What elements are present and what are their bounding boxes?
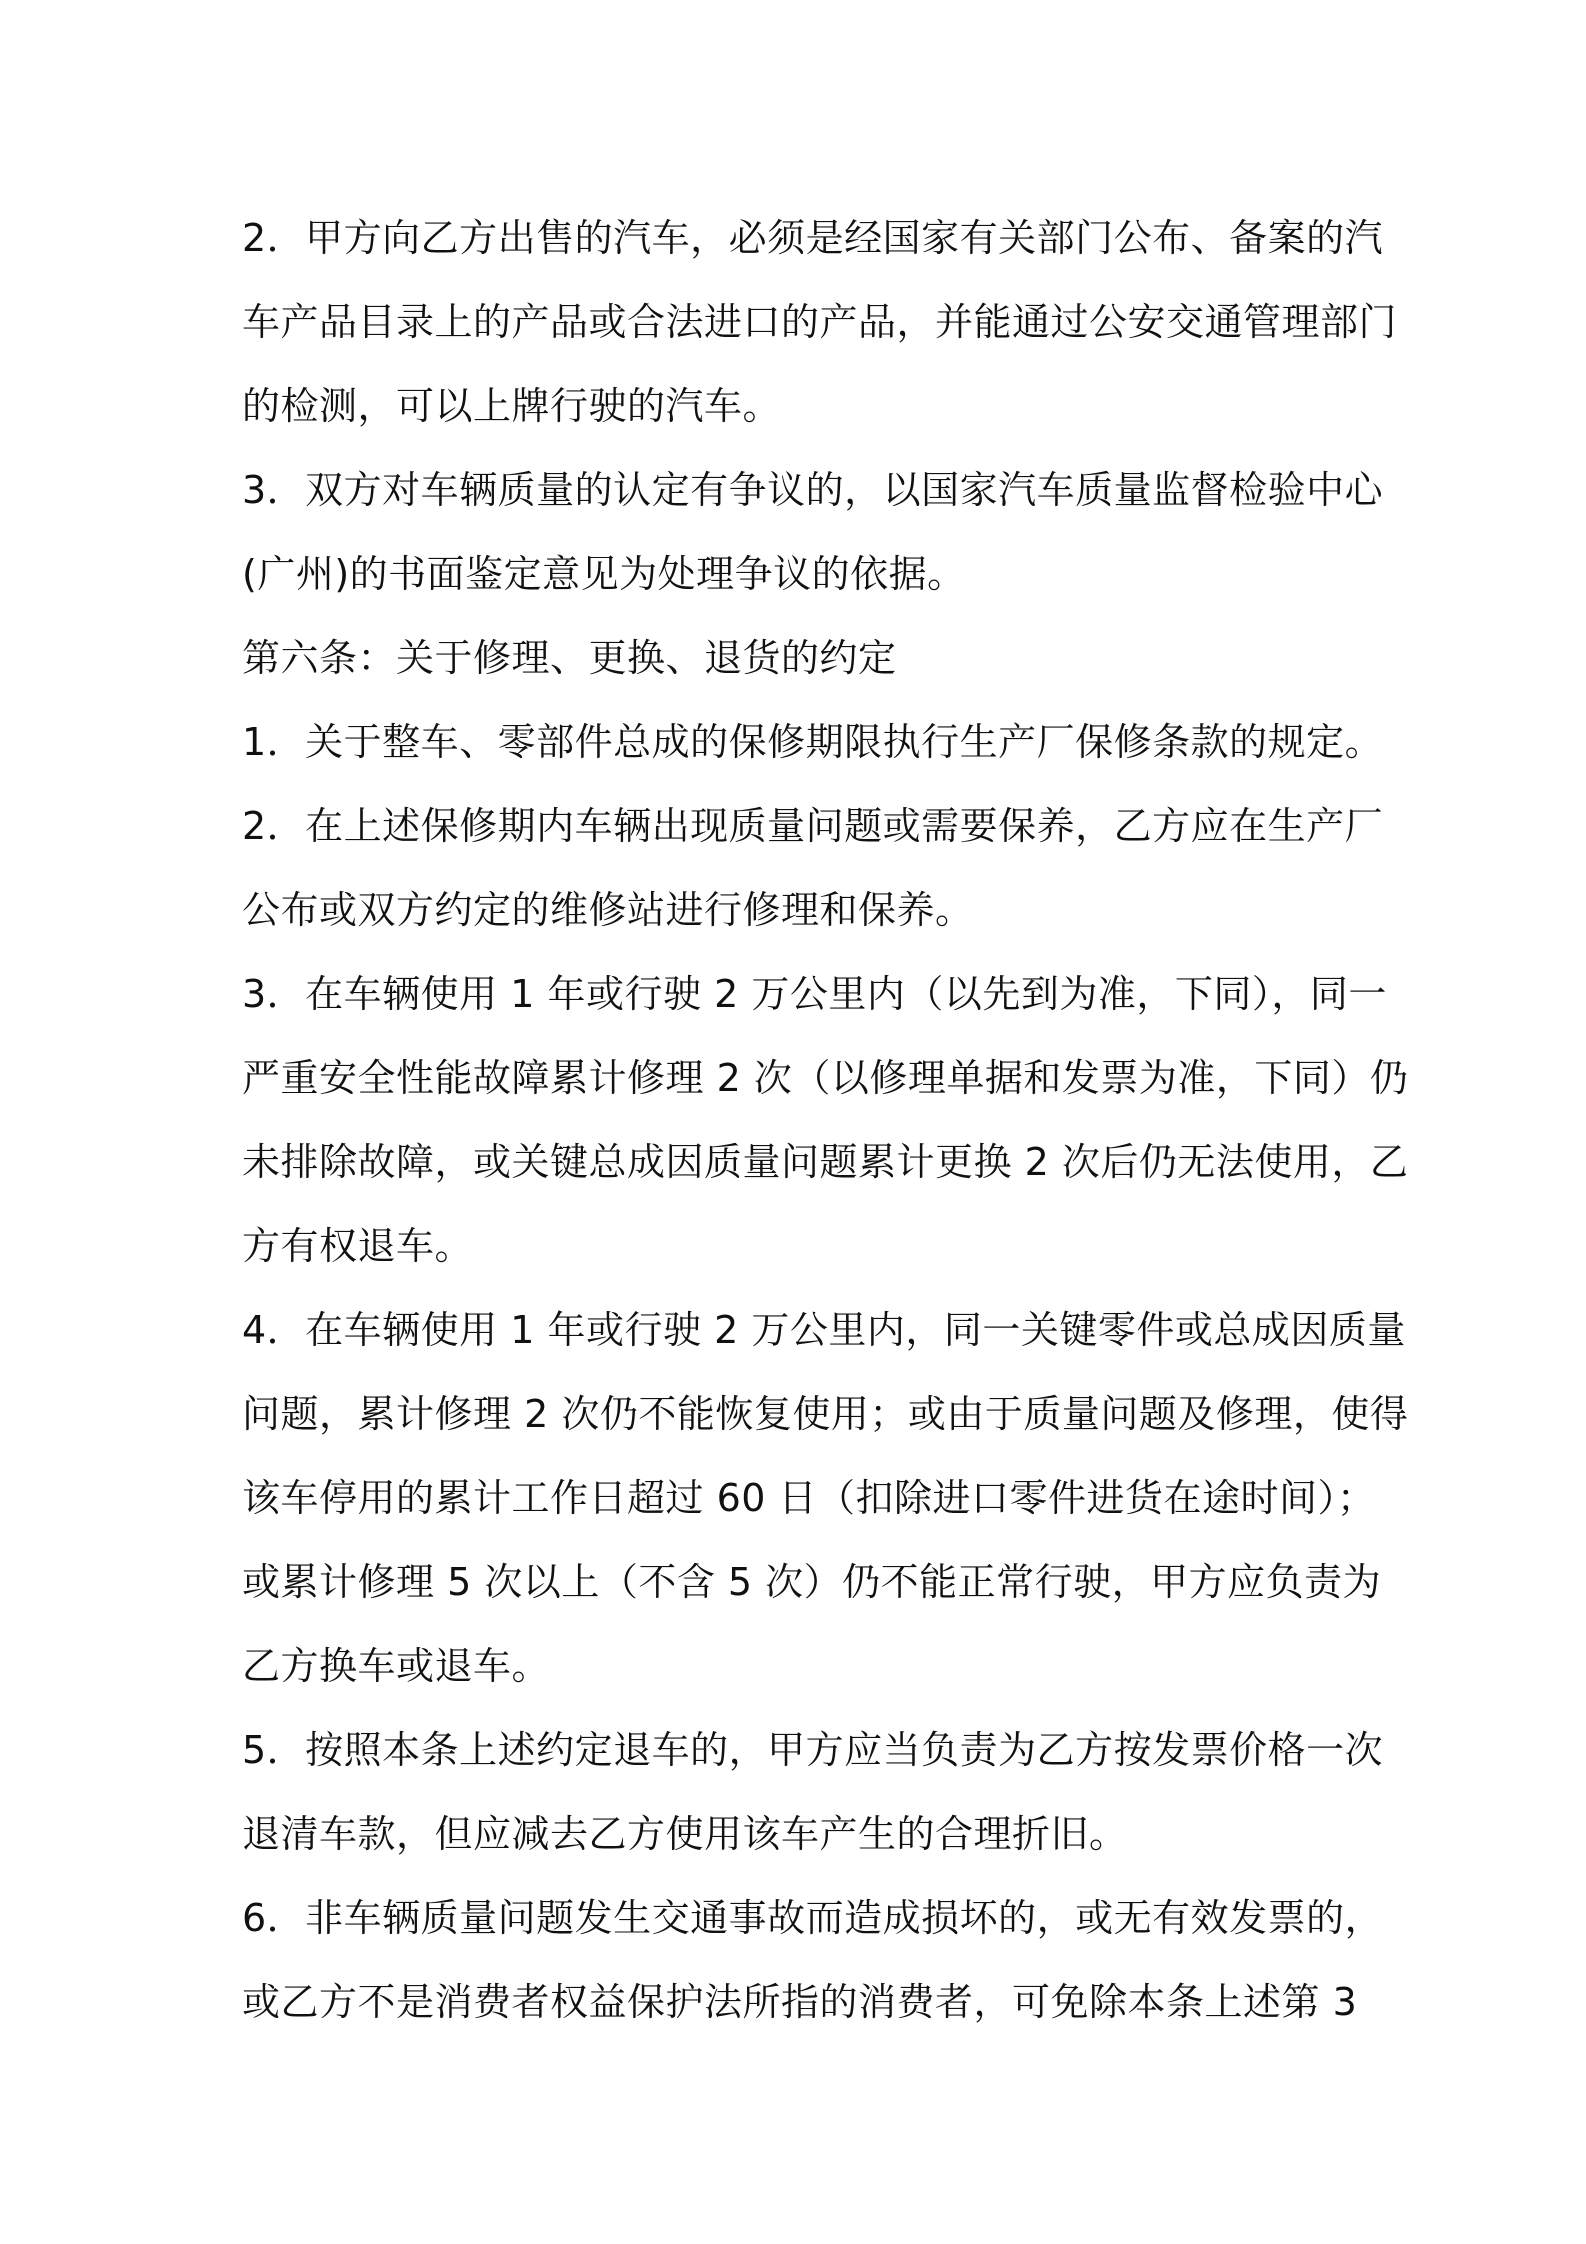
text-line: 1．关于整车、零部件总成的保修期限执行生产厂保修条款的规定。 [242,720,1384,764]
text-line: 问题，累计修理 2 次仍不能恢复使用；或由于质量问题及修理，使得 [242,1392,1409,1436]
text-line: 退清车款，但应减去乙方使用该车产生的合理折旧。 [242,1812,1128,1856]
text-line: 未排除故障，或关键总成因质量问题累计更换 2 次后仍无法使用，乙 [242,1140,1409,1184]
document-body [242,196,1409,2044]
section-heading: 第六条：关于修理、更换、退货的约定 [242,636,897,680]
text-line: 的检测，可以上牌行驶的汽车。 [242,384,782,428]
text-line: 该车停用的累计工作日超过 60 日（扣除进口零件进货在途时间）； [242,1476,1376,1520]
text-line: 5．按照本条上述约定退车的，甲方应当负责为乙方按发票价格一次 [242,1728,1384,1772]
text-line: 方有权退车。 [242,1224,474,1268]
text-line: 公布或双方约定的维修站进行修理和保养。 [242,888,974,932]
text-line: 2．在上述保修期内车辆出现质量问题或需要保养，乙方应在生产厂 [242,804,1384,848]
text-line: 车产品目录上的产品或合法进口的产品，并能通过公安交通管理部门 [242,300,1398,344]
text-line: 3．双方对车辆质量的认定有争议的，以国家汽车质量监督检验中心 [242,468,1384,512]
text-line: 或乙方不是消费者权益保护法所指的消费者，可免除本条上述第 3 [242,1980,1358,2024]
text-line: 或累计修理 5 次以上（不含 5 次）仍不能正常行驶，甲方应负责为 [242,1560,1382,1604]
text-line: 乙方换车或退车。 [242,1644,551,1688]
text-line: 严重安全性能故障累计修理 2 次（以修理单据和发票为准，下同）仍 [242,1056,1409,1100]
text-line: 3．在车辆使用 1 年或行驶 2 万公里内（以先到为准，下同），同一 [242,972,1387,1016]
text-line: 2．甲方向乙方出售的汽车，必须是经国家有关部门公布、备案的汽 [242,216,1384,260]
text-line: 4．在车辆使用 1 年或行驶 2 万公里内，同一关键零件或总成因质量 [242,1308,1406,1352]
text-line: 6．非车辆质量问题发生交通事故而造成损坏的，或无有效发票的， [242,1896,1384,1940]
text-line: (广州)的书面鉴定意见为处理争议的依据。 [242,552,966,596]
